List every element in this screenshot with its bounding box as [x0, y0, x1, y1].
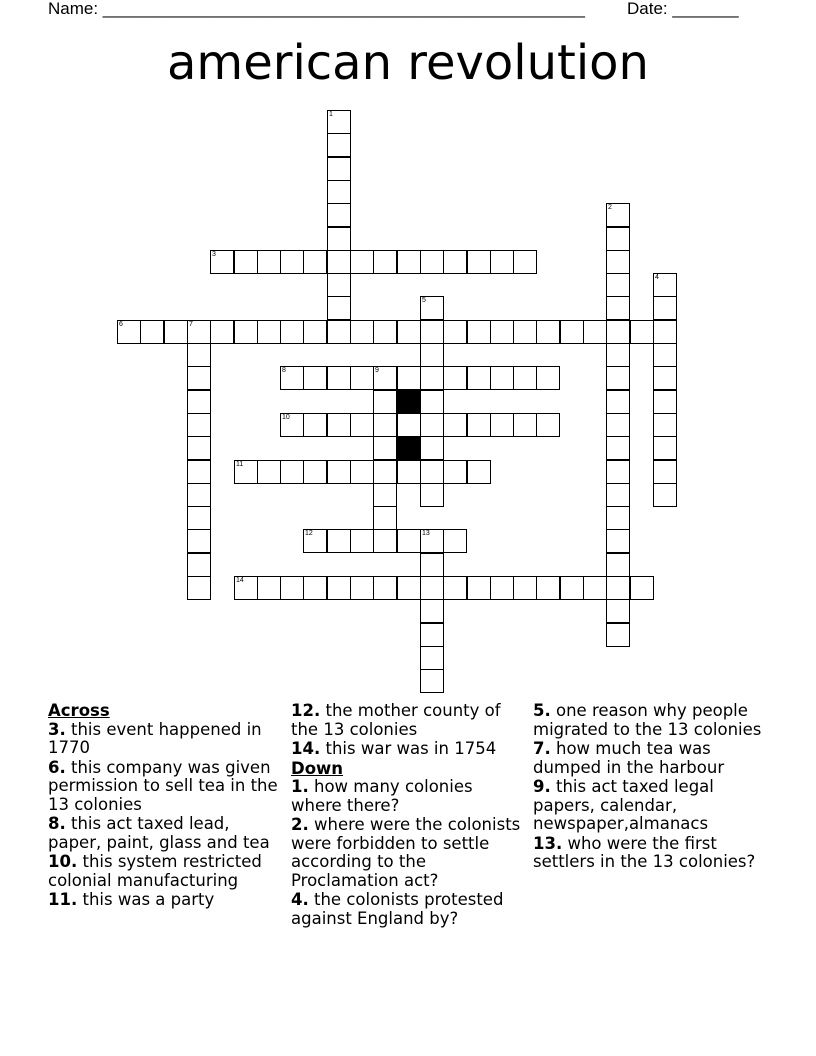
grid-cell[interactable]: [513, 576, 537, 600]
grid-cell[interactable]: [350, 529, 374, 553]
grid-cell[interactable]: [653, 436, 677, 460]
grid-cell[interactable]: [420, 460, 444, 484]
grid-cell[interactable]: [187, 390, 211, 414]
grid-cell[interactable]: [257, 576, 281, 600]
name-field-label: Name: ___________________________________________________: [48, 0, 585, 18]
clue-down-2: [291, 816, 523, 890]
grid-cell[interactable]: [653, 366, 677, 390]
grid-cell[interactable]: [606, 413, 630, 437]
grid-cell[interactable]: [373, 413, 397, 437]
grid-cell[interactable]: [513, 413, 537, 437]
grid-cell[interactable]: [490, 576, 514, 600]
grid-cell[interactable]: [373, 390, 397, 414]
grid-cell[interactable]: [606, 506, 630, 530]
grid-cell[interactable]: [606, 483, 630, 507]
grid-cell[interactable]: [467, 320, 491, 344]
grid-cell[interactable]: [397, 576, 421, 600]
grid-cell[interactable]: [443, 320, 467, 344]
grid-cell[interactable]: [653, 320, 677, 344]
cell-number: 2: [608, 204, 612, 211]
clue-text: this war was in 1754: [325, 739, 497, 758]
clue-across-3: [48, 721, 283, 758]
grid-cell[interactable]: [303, 366, 327, 390]
grid-cell[interactable]: [653, 296, 677, 320]
clue-down-7: [533, 740, 773, 777]
grid-cell[interactable]: [303, 413, 327, 437]
grid-cell[interactable]: [583, 320, 607, 344]
grid-cell[interactable]: [467, 250, 491, 274]
grid-cell[interactable]: [606, 366, 630, 390]
grid-cell[interactable]: [397, 413, 421, 437]
clue-text: this act taxed legal papers, calendar, newspaper,almanacs: [533, 777, 714, 833]
grid-cell[interactable]: [210, 250, 234, 274]
grid-cell[interactable]: [420, 390, 444, 414]
grid-cell[interactable]: [583, 576, 607, 600]
date-field-label: Date: _______: [627, 0, 739, 18]
clue-across-14: [291, 740, 523, 759]
grid-cell[interactable]: [536, 320, 560, 344]
clue-column-3: [533, 702, 773, 873]
cell-number: 12: [305, 530, 313, 537]
clue-down-4: [291, 891, 523, 928]
grid-cell[interactable]: [420, 599, 444, 623]
grid-cell[interactable]: [373, 460, 397, 484]
grid-cell[interactable]: [350, 413, 374, 437]
grid-cell[interactable]: [327, 529, 351, 553]
grid-cell[interactable]: [280, 413, 304, 437]
grid-cell[interactable]: [606, 296, 630, 320]
grid-cell[interactable]: [187, 343, 211, 367]
grid-cell[interactable]: [536, 366, 560, 390]
cell-number: 10: [282, 414, 290, 421]
grid-cell[interactable]: [536, 413, 560, 437]
grid-cell[interactable]: [327, 157, 351, 181]
grid-cell[interactable]: [606, 553, 630, 577]
grid-cell[interactable]: [373, 250, 397, 274]
grid-cell[interactable]: [606, 320, 630, 344]
clue-number: 11.: [48, 890, 78, 909]
grid-cell[interactable]: [606, 273, 630, 297]
grid-cell[interactable]: [630, 320, 654, 344]
grid-cell[interactable]: [420, 646, 444, 670]
grid-cell[interactable]: [443, 576, 467, 600]
grid-cell[interactable]: [397, 320, 421, 344]
clue-text: who were the first settlers in the 13 colonies?: [533, 833, 756, 871]
grid-cell[interactable]: [606, 529, 630, 553]
grid-cell[interactable]: [350, 576, 374, 600]
grid-cell[interactable]: [327, 366, 351, 390]
grid-cell[interactable]: [513, 320, 537, 344]
grid-cell[interactable]: [397, 366, 421, 390]
clue-number: 4.: [291, 890, 309, 909]
clue-number: 3.: [48, 719, 66, 739]
grid-cell[interactable]: [653, 413, 677, 437]
clue-column-1: [48, 702, 283, 911]
grid-cell[interactable]: [420, 250, 444, 274]
grid-cell[interactable]: [327, 460, 351, 484]
puzzle-title: american revolution: [167, 35, 649, 91]
grid-cell[interactable]: [467, 576, 491, 600]
grid-cell[interactable]: [397, 460, 421, 484]
grid-cell[interactable]: [327, 110, 351, 134]
grid-cell[interactable]: [420, 413, 444, 437]
grid-cell[interactable]: [606, 203, 630, 227]
grid-cell[interactable]: [327, 133, 351, 157]
grid-cell[interactable]: [490, 366, 514, 390]
grid-cell[interactable]: [653, 390, 677, 414]
grid-cell[interactable]: [443, 250, 467, 274]
clue-text: how many colonies where there?: [291, 777, 473, 815]
clue-down-1: [291, 778, 523, 815]
grid-cell[interactable]: [280, 366, 304, 390]
clue-across-6: [48, 759, 283, 815]
grid-cell[interactable]: [560, 320, 584, 344]
clue-number: 1.: [291, 777, 309, 796]
grid-cell[interactable]: [490, 413, 514, 437]
grid-cell[interactable]: [536, 576, 560, 600]
grid-cell[interactable]: [606, 343, 630, 367]
clue-text: this system restricted colonial manufacturing: [48, 852, 262, 890]
grid-cell[interactable]: [117, 320, 141, 344]
grid-cell[interactable]: [420, 343, 444, 367]
cell-number: 6: [119, 321, 123, 328]
clue-number: 6.: [48, 757, 66, 777]
clue-down-13: [533, 835, 773, 872]
clue-number: 8.: [48, 814, 66, 833]
grid-cell[interactable]: [373, 366, 397, 390]
clue-text: this was a party: [82, 890, 215, 909]
clue-across-11: [48, 891, 283, 910]
cell-number: 9: [375, 367, 379, 374]
grid-cell[interactable]: [420, 483, 444, 507]
grid-cell[interactable]: [420, 436, 444, 460]
grid-cell[interactable]: [303, 576, 327, 600]
grid-cell[interactable]: [420, 576, 444, 600]
grid-cell[interactable]: [257, 320, 281, 344]
grid-cell[interactable]: [280, 250, 304, 274]
grid-cell[interactable]: [327, 203, 351, 227]
cell-number: 3: [212, 251, 216, 258]
grid-cell[interactable]: [443, 529, 467, 553]
cell-number: 7: [189, 321, 193, 328]
grid-cell[interactable]: [187, 553, 211, 577]
clue-across-12: [291, 702, 523, 739]
grid-cell[interactable]: [327, 273, 351, 297]
clue-text: this event happened in 1770: [48, 719, 262, 757]
grid-cell[interactable]: [653, 273, 677, 297]
across-heading: Across: [48, 701, 110, 720]
grid-cell[interactable]: [164, 320, 188, 344]
clue-text: where were the colonists were forbidden to settle according to the Proclamation act?: [291, 815, 521, 890]
grid-cell[interactable]: [373, 529, 397, 553]
grid-cell[interactable]: [606, 436, 630, 460]
clue-text: this act taxed lead, paper, paint, glass and tea: [48, 814, 270, 852]
clue-number: 7.: [533, 739, 551, 758]
grid-cell[interactable]: [630, 576, 654, 600]
grid-cell[interactable]: [350, 460, 374, 484]
grid-cell[interactable]: [467, 413, 491, 437]
clue-across-8: [48, 815, 283, 852]
cell-number: 4: [655, 274, 659, 281]
grid-cell[interactable]: [187, 320, 211, 344]
grid-cell[interactable]: [280, 320, 304, 344]
grid-cell[interactable]: [210, 320, 234, 344]
grid-cell[interactable]: [373, 436, 397, 460]
clue-number: 10.: [48, 852, 78, 871]
grid-cell[interactable]: [606, 623, 630, 647]
grid-cell[interactable]: [303, 250, 327, 274]
grid-cell[interactable]: [280, 576, 304, 600]
grid-cell[interactable]: [443, 366, 467, 390]
clue-down-5: [533, 702, 773, 739]
grid-cell[interactable]: [373, 506, 397, 530]
grid-cell[interactable]: [420, 366, 444, 390]
clue-number: 14.: [291, 739, 321, 758]
cell-number: 14: [236, 577, 244, 584]
grid-cell[interactable]: [373, 483, 397, 507]
grid-cell[interactable]: [653, 483, 677, 507]
grid-cell[interactable]: [187, 529, 211, 553]
grid-cell[interactable]: [187, 436, 211, 460]
grid-cell[interactable]: [187, 506, 211, 530]
cell-number: 5: [422, 297, 426, 304]
grid-cell[interactable]: [187, 460, 211, 484]
grid-cell[interactable]: [327, 576, 351, 600]
grid-cell[interactable]: [350, 250, 374, 274]
cell-number: 1: [329, 111, 333, 118]
grid-cell[interactable]: [280, 460, 304, 484]
grid-cell[interactable]: [234, 250, 258, 274]
grid-cell[interactable]: [606, 250, 630, 274]
grid-cell[interactable]: [443, 413, 467, 437]
grid-cell[interactable]: [327, 413, 351, 437]
grid-cell[interactable]: [327, 227, 351, 251]
grid-cell[interactable]: [513, 366, 537, 390]
grid-cell[interactable]: [257, 460, 281, 484]
grid-cell[interactable]: [420, 669, 444, 693]
grid-cell[interactable]: [350, 320, 374, 344]
clue-text: how much tea was dumped in the harbour: [533, 739, 725, 777]
grid-cell[interactable]: [606, 576, 630, 600]
grid-cell[interactable]: [327, 250, 351, 274]
grid-cell[interactable]: [187, 413, 211, 437]
grid-cell[interactable]: [606, 227, 630, 251]
grid-cell[interactable]: [420, 623, 444, 647]
grid-cell[interactable]: [257, 250, 281, 274]
black-square: [397, 436, 421, 460]
grid-cell[interactable]: [327, 180, 351, 204]
grid-cell[interactable]: [653, 460, 677, 484]
cell-number: 11: [236, 461, 244, 468]
cell-number: 13: [422, 530, 430, 537]
grid-cell[interactable]: [560, 576, 584, 600]
cell-number: 8: [282, 367, 286, 374]
grid-cell[interactable]: [327, 296, 351, 320]
grid-cell[interactable]: [234, 576, 258, 600]
grid-cell[interactable]: [490, 320, 514, 344]
grid-cell[interactable]: [327, 320, 351, 344]
grid-cell[interactable]: [187, 483, 211, 507]
grid-cell[interactable]: [350, 366, 374, 390]
grid-cell[interactable]: [606, 599, 630, 623]
clue-text: the mother county of the 13 colonies: [291, 701, 501, 739]
black-square: [397, 390, 421, 414]
clue-number: 9.: [533, 777, 551, 796]
grid-cell[interactable]: [606, 390, 630, 414]
clue-number: 5.: [533, 701, 551, 720]
grid-cell[interactable]: [443, 460, 467, 484]
grid-cell[interactable]: [467, 460, 491, 484]
grid-cell[interactable]: [234, 460, 258, 484]
grid-cell[interactable]: [373, 576, 397, 600]
grid-cell[interactable]: [467, 366, 491, 390]
grid-cell[interactable]: [303, 460, 327, 484]
grid-cell[interactable]: [420, 553, 444, 577]
grid-cell[interactable]: [373, 320, 397, 344]
grid-cell[interactable]: [606, 460, 630, 484]
grid-cell[interactable]: [420, 529, 444, 553]
down-heading: Down: [291, 758, 344, 778]
clue-text: the colonists protested against England by?: [291, 890, 504, 928]
grid-cell[interactable]: [513, 250, 537, 274]
grid-cell[interactable]: [420, 320, 444, 344]
grid-cell[interactable]: [397, 250, 421, 274]
grid-cell[interactable]: [303, 529, 327, 553]
clue-text: this company was given permission to sell tea in the 13 colonies: [48, 757, 278, 814]
clue-number: 12.: [291, 701, 321, 720]
grid-cell[interactable]: [490, 250, 514, 274]
clue-text: one reason why people migrated to the 13 colonies: [533, 701, 762, 739]
grid-cell[interactable]: [187, 366, 211, 390]
grid-cell[interactable]: [140, 320, 164, 344]
clue-column-2: [291, 702, 523, 929]
grid-cell[interactable]: [187, 576, 211, 600]
clue-number: 13.: [533, 833, 563, 853]
clue-down-9: [533, 778, 773, 834]
clue-number: 2.: [291, 815, 309, 834]
grid-cell[interactable]: [653, 343, 677, 367]
grid-cell[interactable]: [420, 296, 444, 320]
clue-across-10: [48, 853, 283, 890]
grid-cell[interactable]: [303, 320, 327, 344]
grid-cell[interactable]: [234, 320, 258, 344]
grid-cell[interactable]: [397, 529, 421, 553]
